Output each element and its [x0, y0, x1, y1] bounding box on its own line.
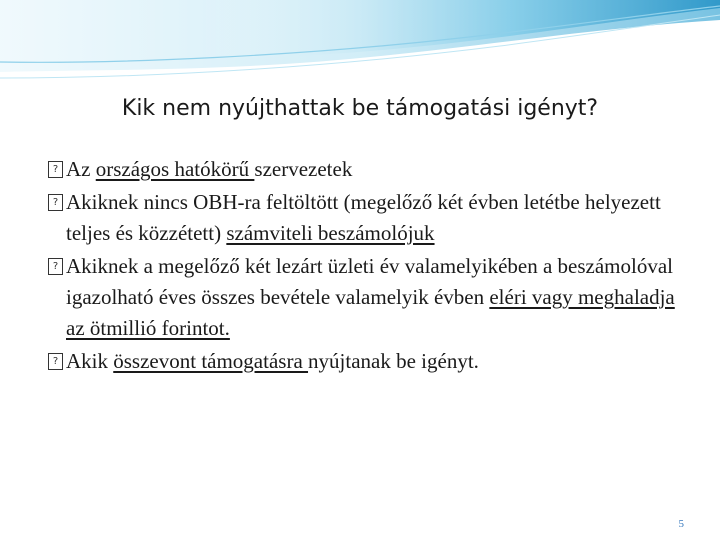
underlined-text: országos hatókörű: [95, 157, 255, 181]
bullet-text: szervezetek: [254, 157, 353, 181]
bullet-marker-icon: ?: [48, 194, 63, 211]
bullet-text: Az: [66, 157, 96, 181]
bullet-text: Akik: [66, 349, 114, 373]
underlined-text: számviteli beszámolójuk: [226, 221, 435, 245]
bullet-item: [48, 187, 688, 249]
bullet-item: [48, 251, 688, 344]
bullet-marker-icon: ?: [48, 161, 63, 178]
bullet-text: Akiknek nincs OBH-ra feltöltött (megelőző két évben letétbe helyezett teljes és közzétett): [66, 190, 661, 245]
bullet-text: Akiknek a megelőző két lezárt üzleti év valamelyikében a beszámolóval igazolható éves összes bevétele valamelyik évben: [66, 254, 673, 309]
slide-title: Kik nem nyújthattak be támogatási igényt?: [121, 96, 599, 121]
bullet-item: [48, 346, 688, 377]
decorative-wave-header: [0, 0, 720, 90]
slide-number: 5: [678, 518, 684, 530]
underlined-text: eléri vagy meghaladja az ötmillió forintot.: [66, 285, 675, 340]
bullet-marker-icon: ?: [48, 258, 63, 275]
underlined-text: összevont támogatásra: [113, 349, 309, 373]
bullet-text: nyújtanak be igényt.: [308, 349, 479, 373]
bullet-item: [48, 154, 688, 185]
bullet-list: [48, 154, 688, 379]
bullet-marker-icon: ?: [48, 353, 63, 370]
